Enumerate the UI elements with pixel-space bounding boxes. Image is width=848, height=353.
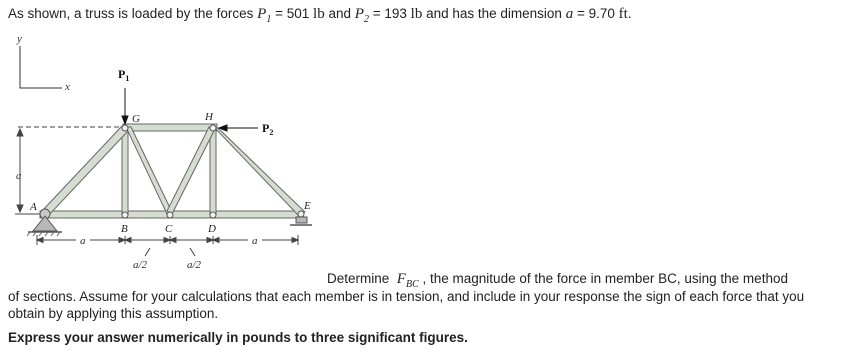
joint-label-h: H [205,111,213,123]
question-text-1: , the magnitude of the force in member BC, using the method [422,271,788,286]
truss-members [40,124,305,218]
a-value: 9.70 [588,6,615,21]
p2-symbol: $P_2$ [354,6,369,25]
question-line-2: of sections. Assume for your calculations that each member is in tension, and include in your response the sign of each force that you obtain by applying this assumption. [8,289,805,321]
coordinate-axes [20,46,62,88]
joint-label-d: D [208,223,216,235]
period: . [627,6,632,21]
label-p2: $P_2$ [262,121,274,137]
joint-label-g: G [132,113,140,125]
f-bc-symbol: $F_{BC}$ [396,271,419,290]
dim-a-right: a [252,235,258,247]
joint-label-e: E [304,200,311,212]
unit-ft: ft [618,6,628,22]
dim-a-half-right: a/2 [187,259,202,271]
load-p1-arrow [122,88,128,124]
problem-statement [8,6,632,25]
load-p2-arrow [219,125,258,131]
joint-label-a: A [30,201,37,213]
truss-figure [0,28,330,273]
and-text: and [328,6,351,21]
p1-value: 501 [286,6,310,21]
answer-instruction: Express your answer numerically in pounds to three significant figures. [8,330,468,345]
equals-sign: = [275,6,283,21]
p2-value: 193 [384,6,407,21]
p1-symbol: $P_1$ [257,6,272,25]
axis-x-label: x [65,81,70,93]
unit-lb: lb [410,6,423,22]
intro-text: As shown, a truss is loaded by the forces [8,6,254,21]
unit-lb: lb [313,6,325,22]
axis-y-label: y [17,33,22,45]
a-symbol: a [565,6,574,22]
equals-sign: = [576,6,585,21]
dimension-text: and has the dimension [426,6,562,21]
dim-a-half-left: a/2 [133,259,148,271]
joint-label-b: B [121,223,128,235]
joint-label-c: C [165,223,173,235]
dim-a-height: a [16,170,22,182]
determine-text: Determine [327,271,390,286]
dim-a-left: a [80,235,86,247]
equals-sign: = [372,6,381,21]
label-p1: $P_1$ [118,67,130,83]
